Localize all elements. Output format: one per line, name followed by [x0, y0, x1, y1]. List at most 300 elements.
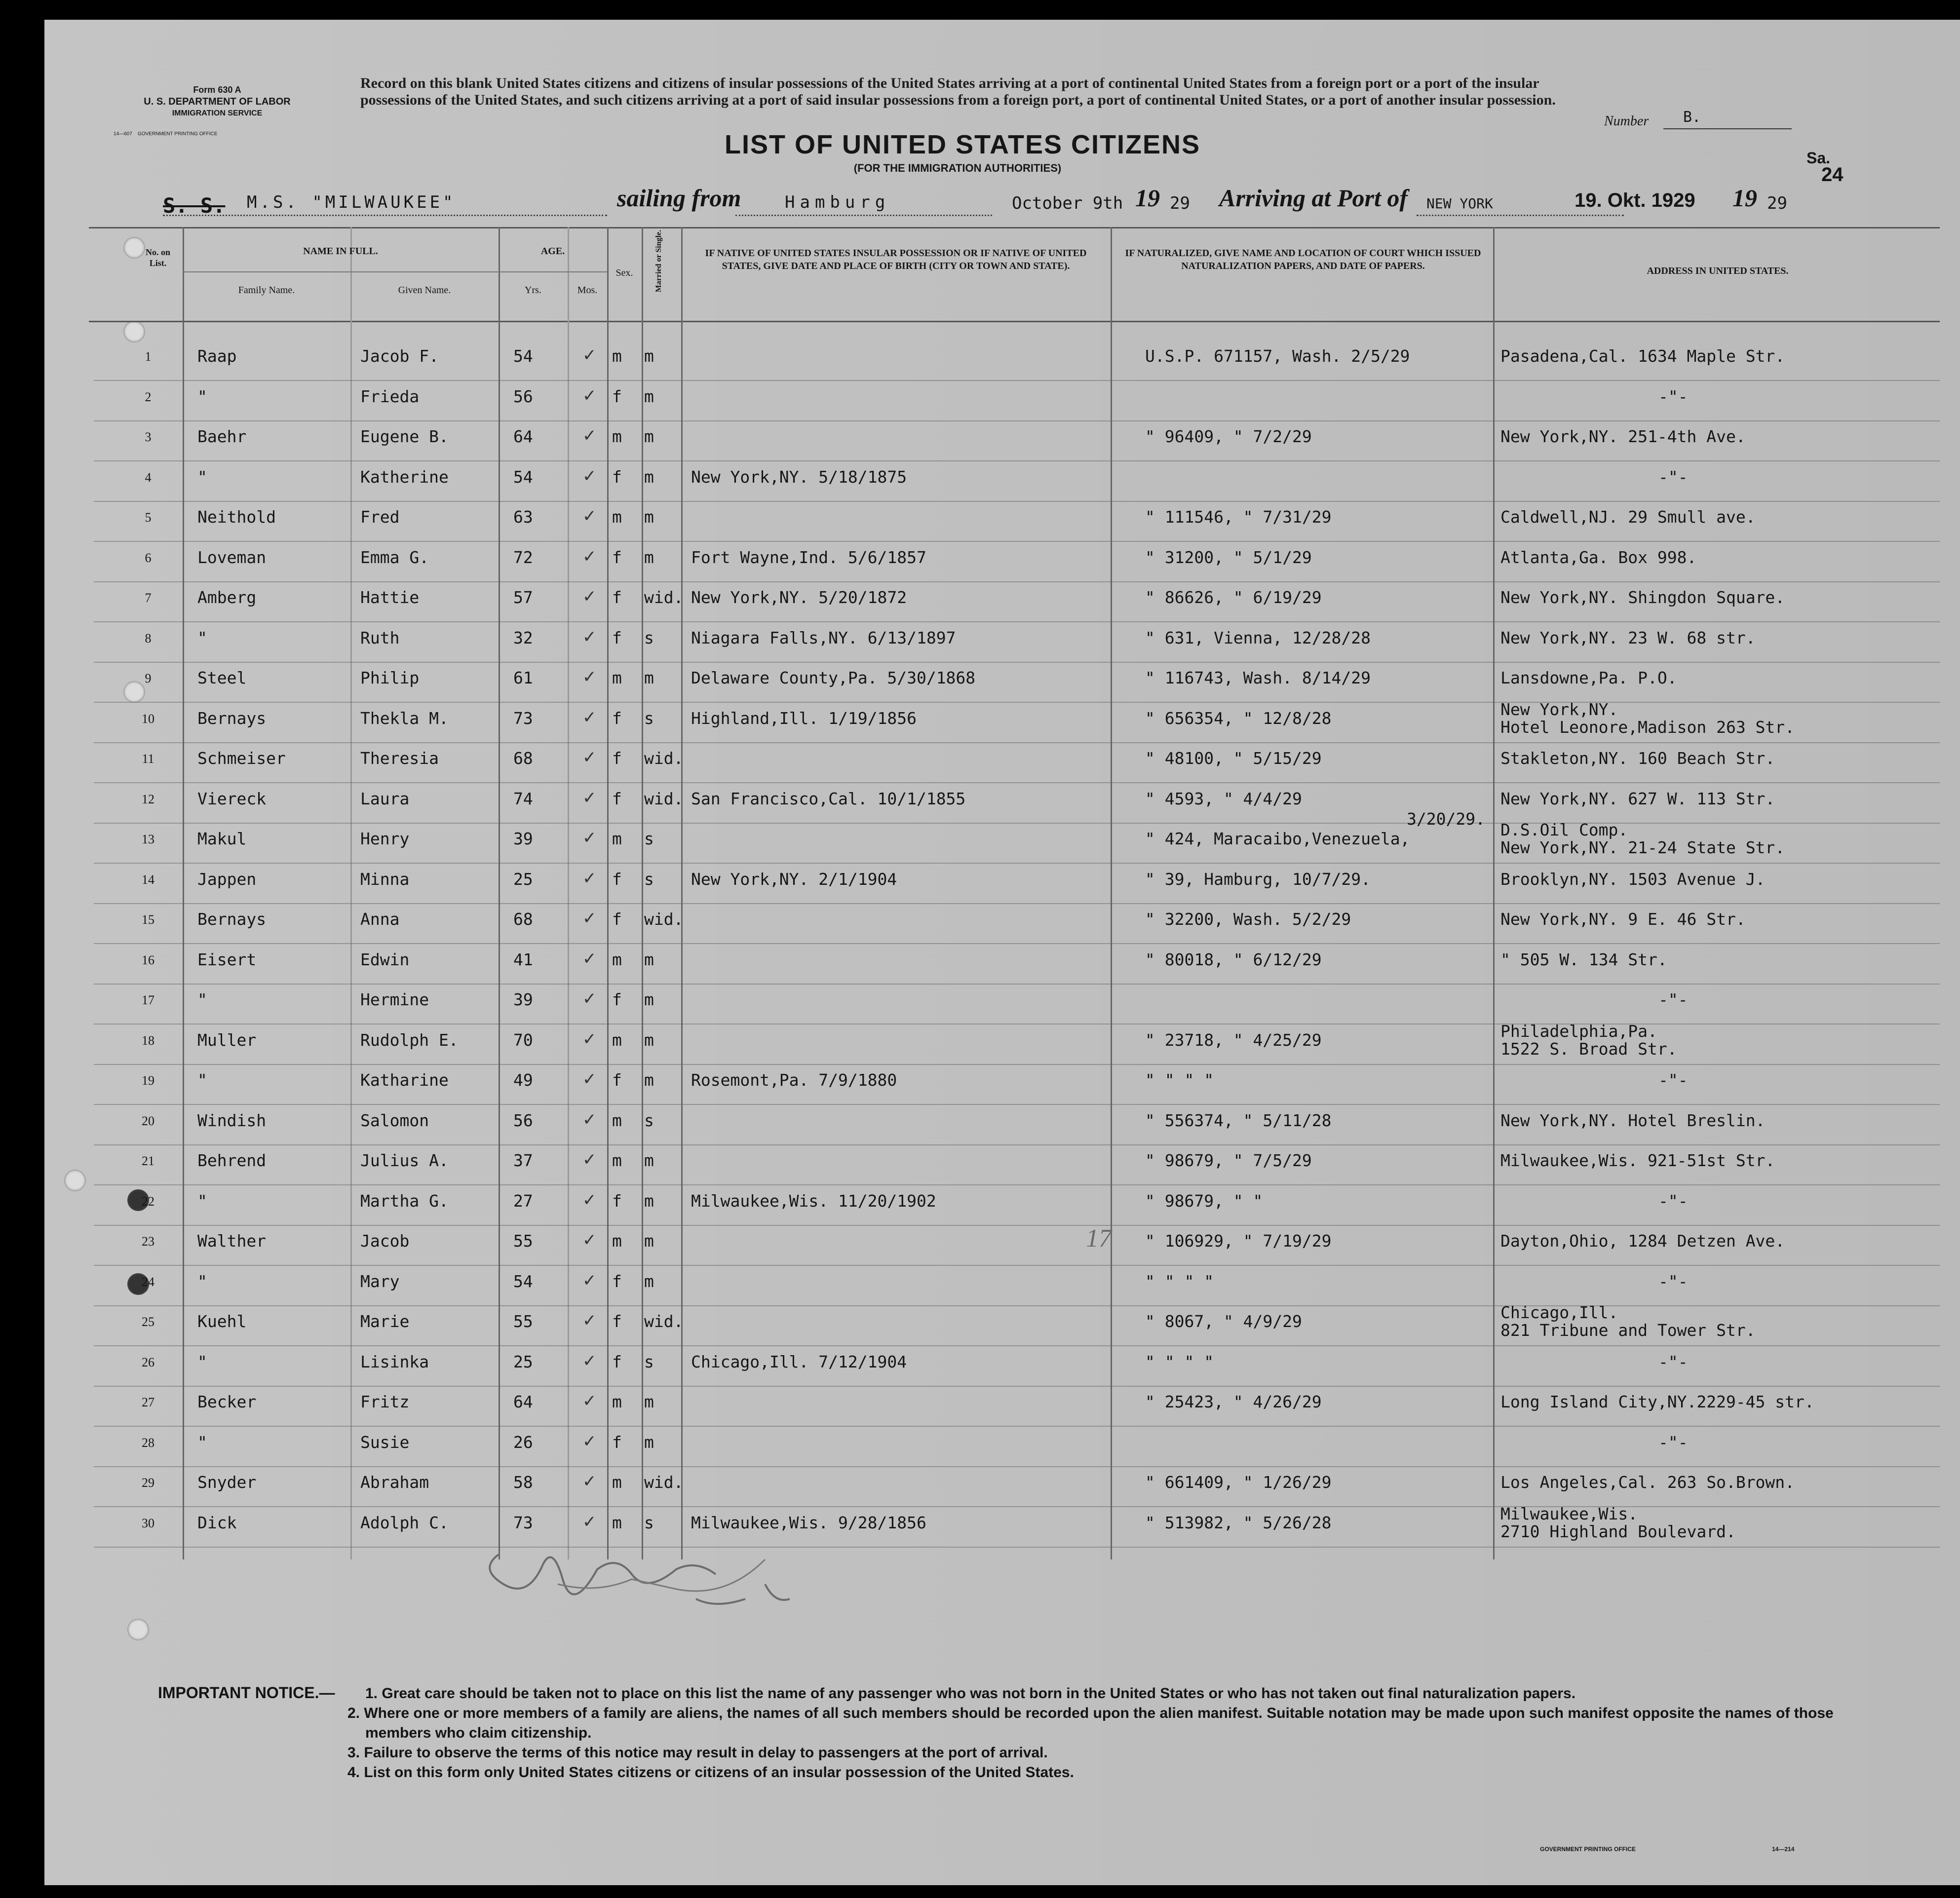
family-name: Neithold	[197, 507, 276, 527]
address: -"-	[1658, 467, 1688, 487]
row-number: 10	[142, 711, 154, 726]
sex: f	[612, 547, 622, 567]
address: Milwaukee,Wis.	[1500, 1504, 1638, 1523]
sailing-from-label: sailing from	[617, 184, 741, 212]
address: Long Island City,NY.2229-45 str.	[1500, 1392, 1814, 1411]
family-name: Muller	[197, 1030, 257, 1050]
header-naturalized: IF NATURALIZED, GIVE NAME AND LOCATION OF COURT WHICH ISSUED NATURALIZATION PAPERS, AND DATE OF PAPERS.	[1125, 248, 1481, 271]
address: " 505 W. 134 Str.	[1500, 949, 1667, 969]
sex: m	[612, 829, 622, 848]
margin-note: 17	[1086, 1224, 1112, 1253]
marital-status: m	[644, 1070, 654, 1090]
birth-place-date: Milwaukee,Wis. 11/20/1902	[691, 1191, 936, 1211]
naturalization: " 556374, " 5/11/28	[1145, 1110, 1332, 1130]
given-name: Henry	[360, 829, 410, 848]
age-years: 54	[513, 1271, 533, 1291]
address: Dayton,Ohio, 1284 Detzen Ave.	[1500, 1231, 1785, 1251]
row-number: 24	[142, 1274, 154, 1289]
address: -"-	[1658, 1271, 1688, 1291]
check-tick: ✓	[582, 466, 597, 486]
given-name: Fred	[360, 507, 400, 527]
naturalization: " 23718, " 4/25/29	[1145, 1030, 1322, 1050]
check-tick: ✓	[582, 1391, 597, 1411]
page-title: LIST OF UNITED STATES CITIZENS	[725, 130, 1200, 159]
manifest-sheet	[44, 20, 1960, 1885]
sex: m	[612, 949, 622, 969]
address: New York,NY. Hotel Breslin.	[1500, 1110, 1766, 1130]
address: Brooklyn,NY. 1503 Avenue J.	[1500, 869, 1766, 889]
naturalization: " 80018, " 6/12/29	[1145, 949, 1322, 969]
marital-status: m	[644, 1392, 654, 1411]
sex: m	[612, 668, 622, 687]
form-number: Form 630 A	[193, 85, 241, 95]
table-row	[44, 1303, 1940, 1346]
age-years: 56	[513, 386, 533, 406]
year-from: 29	[1170, 193, 1190, 213]
family-name: Windish	[197, 1110, 267, 1130]
sex: f	[612, 869, 622, 889]
age-years: 64	[513, 1392, 533, 1411]
row-number: 5	[145, 510, 152, 525]
birth-place-date: San Francisco,Cal. 10/1/1855	[691, 789, 966, 808]
family-name: Bernays	[197, 708, 267, 728]
family-name: Loveman	[197, 547, 267, 567]
given-name: Philip	[360, 668, 420, 687]
printer-code: 14—607	[114, 131, 132, 137]
department: U. S. DEPARTMENT OF LABOR	[144, 96, 291, 107]
row-number: 21	[142, 1154, 154, 1168]
header-mos: Mos.	[577, 285, 598, 296]
naturalization: " 116743, Wash. 8/14/29	[1145, 668, 1371, 687]
header-birth: IF NATIVE OF UNITED STATES INSULAR POSSESSION OR IF NATIVE OF UNITED STATES, GIVE DATE AND PLACE OF BIRTH (CITY OR TOWN AND STATE).	[705, 248, 1087, 271]
marital-status: m	[644, 346, 654, 366]
age-years: 37	[513, 1151, 533, 1170]
age-years: 32	[513, 628, 533, 647]
marital-status: wid.	[644, 789, 684, 808]
naturalization: " 513982, " 5/26/28	[1145, 1513, 1332, 1532]
address: New York,NY. 23 W. 68 str.	[1500, 628, 1756, 647]
sex: f	[612, 628, 622, 647]
sex: f	[612, 708, 622, 728]
row-number: 19	[142, 1073, 154, 1088]
row-number: 27	[142, 1395, 154, 1409]
sex: m	[612, 1513, 622, 1532]
age-years: 39	[513, 829, 533, 848]
table-top-rule	[89, 227, 1940, 228]
record-instructions: Record on this blank United States citizens and citizens of insular possessions of the United States arriving at a port of continental United States from a foreign port or a port of the insular possessions of the United States, and such citizens arriving at a port of said insular possessions from a foreign port, a port of continental United States, or a port of another insular possession.	[360, 75, 1556, 108]
naturalization: " " " "	[1145, 1271, 1214, 1291]
table-row	[44, 582, 1940, 622]
sex: m	[612, 1151, 622, 1170]
sex: f	[612, 1432, 622, 1452]
age-years: 74	[513, 789, 533, 808]
year-prefix-from: 19	[1135, 184, 1160, 212]
age-years: 54	[513, 467, 533, 487]
marital-status: wid.	[644, 910, 684, 929]
table-row	[44, 662, 1940, 703]
sex: f	[612, 1191, 622, 1211]
marital-status: m	[644, 990, 654, 1009]
family-name: "	[197, 1191, 207, 1211]
naturalization: " 96409, " 7/2/29	[1145, 427, 1312, 446]
naturalization: " 31200, " 5/1/29	[1145, 547, 1312, 567]
table-row	[44, 1145, 1940, 1185]
sex: f	[612, 749, 622, 768]
sex: m	[612, 427, 622, 446]
given-name: Theresia	[360, 749, 439, 768]
sex: m	[612, 507, 622, 527]
age-years: 27	[513, 1191, 533, 1211]
family-name: Walther	[197, 1231, 267, 1251]
check-tick: ✓	[582, 1230, 597, 1250]
given-name: Laura	[360, 789, 410, 808]
marital-status: wid.	[644, 1312, 684, 1331]
address: Chicago,Ill.	[1500, 1303, 1618, 1322]
check-tick: ✓	[582, 788, 597, 808]
given-name: Adolph C.	[360, 1513, 449, 1532]
given-name: Lisinka	[360, 1352, 429, 1371]
address: D.S.Oil Comp.	[1500, 820, 1628, 839]
row-number: 13	[142, 832, 154, 846]
check-tick: ✓	[582, 868, 597, 888]
row-number: 28	[142, 1435, 154, 1450]
given-name: Martha G.	[360, 1191, 449, 1211]
address: New York,NY. Shingdon Square.	[1500, 588, 1785, 607]
sa-number: 24	[1821, 164, 1844, 186]
birth-place-date: Fort Wayne,Ind. 5/6/1857	[691, 547, 926, 567]
row-number: 7	[145, 591, 152, 605]
year-prefix-to: 19	[1732, 184, 1757, 212]
age-years: 68	[513, 910, 533, 929]
sex: f	[612, 1271, 622, 1291]
address: -"-	[1658, 990, 1688, 1009]
address: Philadelphia,Pa.	[1500, 1021, 1657, 1041]
age-years: 25	[513, 1352, 533, 1371]
check-tick: ✓	[582, 1512, 597, 1532]
age-years: 64	[513, 427, 533, 446]
header-no-on-list: No. on List.	[145, 247, 170, 268]
marital-status: m	[644, 427, 654, 446]
marital-status: wid.	[644, 1473, 684, 1492]
family-name: Becker	[197, 1392, 257, 1411]
given-name: Marie	[360, 1312, 410, 1331]
marital-status: m	[644, 1271, 654, 1291]
given-name: Mary	[360, 1271, 400, 1291]
address: New York,NY. 251-4th Ave.	[1500, 427, 1746, 446]
table-row	[44, 1225, 1940, 1266]
family-name: "	[197, 386, 207, 406]
address-line-2: 821 Tribune and Tower Str.	[1500, 1321, 1756, 1340]
address: New York,NY. 9 E. 46 Str.	[1500, 910, 1746, 929]
row-number: 11	[142, 752, 154, 766]
row-number: 23	[142, 1234, 154, 1249]
naturalization: " 32200, Wash. 5/2/29	[1145, 910, 1351, 929]
check-tick: ✓	[582, 1270, 597, 1291]
address: Caldwell,NJ. 29 Smull ave.	[1500, 507, 1756, 527]
table-row	[44, 944, 1940, 985]
naturalization: " 631, Vienna, 12/28/28	[1145, 628, 1371, 647]
check-tick: ✓	[582, 1150, 597, 1170]
birth-place-date: New York,NY. 5/20/1872	[691, 588, 907, 607]
marital-status: m	[644, 1231, 654, 1251]
marital-status: s	[644, 708, 654, 728]
notice-lead: IMPORTANT NOTICE.—	[158, 1684, 335, 1702]
table-row	[44, 461, 1940, 502]
age-years: 25	[513, 869, 533, 889]
family-name: Viereck	[197, 789, 267, 808]
vessel-name-line	[163, 215, 607, 216]
address: -"-	[1658, 1432, 1688, 1452]
row-number: 30	[142, 1516, 154, 1530]
address: New York,NY.	[1500, 699, 1618, 719]
sex: f	[612, 386, 622, 406]
sex: m	[612, 1392, 622, 1411]
sex: f	[612, 789, 622, 808]
header-age: AGE.	[540, 246, 565, 257]
check-tick: ✓	[582, 1109, 597, 1130]
header-married-single: Married or Single.	[654, 229, 663, 293]
check-tick: ✓	[582, 828, 597, 848]
table-row	[44, 341, 1940, 381]
table-row	[44, 743, 1940, 783]
sex: f	[612, 1070, 622, 1090]
check-tick: ✓	[582, 1311, 597, 1330]
table-row	[44, 809, 1940, 864]
marital-status: s	[644, 829, 654, 848]
naturalization: " 8067, " 4/9/29	[1145, 1312, 1302, 1331]
table-row	[44, 1266, 1940, 1306]
inspector-signature	[469, 1525, 864, 1624]
age-years: 54	[513, 346, 533, 366]
table-row	[44, 1504, 1940, 1548]
sex: m	[612, 1473, 622, 1492]
given-name: Susie	[360, 1432, 410, 1452]
row-number: 8	[145, 631, 152, 645]
marital-status: m	[644, 1432, 654, 1452]
row-number: 29	[142, 1476, 154, 1490]
table-row	[44, 1427, 1940, 1467]
given-name: Abraham	[360, 1473, 429, 1492]
age-years: 63	[513, 507, 533, 527]
header-given-name: Given Name.	[398, 285, 451, 296]
port-to-line	[1417, 215, 1624, 216]
table-row	[44, 381, 1940, 421]
age-years: 68	[513, 749, 533, 768]
birth-place-date: Rosemont,Pa. 7/9/1880	[691, 1070, 897, 1090]
age-years: 26	[513, 1432, 533, 1452]
table-row	[44, 864, 1940, 904]
row-number: 17	[142, 993, 154, 1007]
naturalization: " 25423, " 4/26/29	[1145, 1392, 1322, 1411]
age-years: 39	[513, 990, 533, 1009]
vessel-name: M.S. "MILWAUKEE"	[247, 192, 456, 212]
family-name: "	[197, 1271, 207, 1291]
naturalization: " 98679, " 7/5/29	[1145, 1151, 1312, 1170]
important-notice	[158, 1683, 1861, 1783]
notice-item-3: 3. Failure to observe the terms of this notice may result in delay to passengers at the port of arrival.	[347, 1745, 1048, 1761]
marital-status: m	[644, 507, 654, 527]
marital-status: m	[644, 1030, 654, 1050]
date-from: October 9th	[1012, 193, 1123, 213]
family-name: Makul	[197, 829, 247, 848]
address: -"-	[1658, 1352, 1688, 1371]
family-name: "	[197, 1352, 207, 1371]
age-years: 73	[513, 1513, 533, 1532]
port-from: Hamburg	[785, 192, 890, 212]
birth-place-date: New York,NY. 2/1/1904	[691, 869, 897, 889]
table-row	[44, 622, 1940, 663]
address-line-2: Hotel Leonore,Madison 263 Str.	[1500, 717, 1795, 737]
table-row	[44, 699, 1940, 743]
row-number: 3	[145, 430, 152, 444]
address: New York,NY. 627 W. 113 Str.	[1500, 789, 1775, 808]
marital-status: wid.	[644, 749, 684, 768]
table-row	[44, 904, 1940, 944]
family-name: Jappen	[197, 869, 257, 889]
sex: m	[612, 1030, 622, 1050]
number-value: B.	[1683, 109, 1701, 126]
given-name: Emma G.	[360, 547, 429, 567]
sex: f	[612, 990, 622, 1009]
check-tick: ✓	[582, 1431, 597, 1451]
row-number: 20	[142, 1113, 154, 1128]
check-tick: ✓	[582, 1351, 597, 1371]
sex: f	[612, 588, 622, 607]
address: Lansdowne,Pa. P.O.	[1500, 668, 1677, 687]
check-tick: ✓	[582, 909, 597, 928]
vessel-prefix: S. S.	[163, 193, 226, 218]
check-tick: ✓	[582, 345, 597, 365]
arriving-label: Arriving at Port of	[1219, 184, 1408, 212]
check-tick: ✓	[582, 546, 597, 567]
table-row	[44, 421, 1940, 461]
family-name: "	[197, 1432, 207, 1452]
sex: f	[612, 1352, 622, 1371]
header-sex: Sex.	[615, 267, 633, 278]
marital-status: s	[644, 869, 654, 889]
check-tick: ✓	[582, 1069, 597, 1089]
address: -"-	[1658, 1070, 1688, 1090]
check-tick: ✓	[582, 426, 597, 446]
row-number: 16	[142, 952, 154, 967]
check-tick: ✓	[582, 385, 597, 406]
age-years: 73	[513, 708, 533, 728]
row-number: 15	[142, 912, 154, 927]
row-number: 18	[142, 1033, 154, 1048]
sex: m	[612, 1231, 622, 1251]
marital-status: m	[644, 386, 654, 406]
family-name: Raap	[197, 346, 237, 366]
signature-stroke	[558, 1559, 765, 1591]
row-number: 6	[145, 550, 152, 565]
check-tick: ✓	[582, 707, 597, 727]
age-years: 72	[513, 547, 533, 567]
form-id-block	[114, 84, 321, 140]
marital-status: s	[644, 1110, 654, 1130]
age-years: 70	[513, 1030, 533, 1050]
header-family-name: Family Name.	[238, 285, 295, 296]
sex: f	[612, 910, 622, 929]
table-row	[44, 1346, 1940, 1387]
age-years: 57	[513, 588, 533, 607]
given-name: Jacob	[360, 1231, 410, 1251]
address: -"-	[1658, 386, 1688, 406]
table-row	[44, 542, 1940, 582]
naturalization: " 4593, " 4/4/29	[1145, 789, 1302, 808]
check-tick: ✓	[582, 949, 597, 969]
table-row	[44, 1386, 1940, 1427]
age-years: 56	[513, 1110, 533, 1130]
page-subtitle: (FOR THE IMMIGRATION AUTHORITIES)	[853, 162, 1062, 174]
age-years: 49	[513, 1070, 533, 1090]
table-row	[44, 984, 1940, 1025]
row-number: 25	[142, 1315, 154, 1329]
check-tick: ✓	[582, 1472, 597, 1491]
family-name: Amberg	[197, 588, 257, 607]
punch-hole	[127, 1619, 149, 1640]
passenger-table	[44, 227, 1940, 1609]
table-row	[44, 1185, 1940, 1226]
row-number: 2	[145, 389, 152, 404]
footer-printer: GOVERNMENT PRINTING OFFICE	[1540, 1846, 1636, 1853]
naturalization: " 106929, " 7/19/29	[1145, 1231, 1332, 1251]
port-from-line	[735, 215, 992, 216]
address-line-2: 1522 S. Broad Str.	[1500, 1039, 1677, 1059]
birth-place-date: Delaware County,Pa. 5/30/1868	[691, 668, 976, 687]
table-row	[44, 1467, 1940, 1507]
marital-status: m	[644, 1151, 654, 1170]
family-name: "	[197, 628, 207, 647]
naturalization: " 39, Hamburg, 10/7/29.	[1145, 869, 1371, 889]
sex: m	[612, 1110, 622, 1130]
marital-status: m	[644, 949, 654, 969]
given-name: Edwin	[360, 949, 410, 969]
row-number: 1	[145, 349, 152, 364]
family-name: Snyder	[197, 1473, 257, 1492]
given-name: Ruth	[360, 628, 400, 647]
marital-status: s	[644, 1513, 654, 1532]
given-name: Salomon	[360, 1110, 429, 1130]
check-tick: ✓	[582, 748, 597, 767]
birth-place-date: Niagara Falls,NY. 6/13/1897	[691, 628, 956, 647]
address: -"-	[1658, 1191, 1688, 1211]
table-row	[44, 501, 1940, 542]
marital-status: m	[644, 547, 654, 567]
table-row	[44, 1021, 1940, 1065]
port-to: NEW YORK	[1426, 195, 1493, 212]
row-number: 22	[142, 1194, 154, 1209]
address: Stakleton,NY. 160 Beach Str.	[1500, 749, 1775, 768]
address-line-2: New York,NY. 21-24 State Str.	[1500, 838, 1785, 857]
family-name: Dick	[197, 1513, 237, 1532]
given-name: Katherine	[360, 467, 449, 487]
naturalization: " 424, Maracaibo,Venezuela,	[1145, 829, 1410, 848]
check-tick: ✓	[582, 627, 597, 647]
naturalization: U.S.P. 671157, Wash. 2/5/29	[1145, 346, 1410, 366]
given-name: Hattie	[360, 588, 420, 607]
service: IMMIGRATION SERVICE	[172, 109, 263, 117]
given-name: Thekla M.	[360, 708, 449, 728]
check-tick: ✓	[582, 506, 597, 526]
address-line-2: 2710 Highland Boulevard.	[1500, 1521, 1736, 1541]
marital-status: m	[644, 467, 654, 487]
marital-status: m	[644, 668, 654, 687]
row-number: 9	[145, 671, 152, 685]
address: Atlanta,Ga. Box 998.	[1500, 547, 1697, 567]
given-name: Anna	[360, 910, 400, 929]
number-label: Number	[1604, 114, 1649, 129]
given-name: Frieda	[360, 386, 420, 406]
